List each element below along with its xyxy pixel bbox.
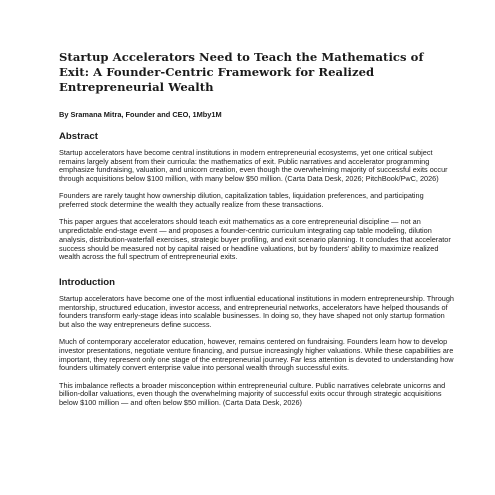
introduction-paragraph: Startup accelerators have become one of the most influential educational institutions in modern entrepreneurship. Through mentorship, structured education, investor access, and entrepreneurial networks, accelerators have helped thousands of founders transform early-stage ideas into scalable businesses. In doing so, they have shaped not only startup formation but also the way entrepreneurs define success.	[59, 293, 454, 330]
abstract-section	[59, 131, 455, 262]
introduction-heading: Introduction	[59, 276, 115, 288]
introduction-paragraph: This imbalance reflects a broader misconception within entrepreneurial culture. Public narratives celebrate unicorns and billion-dollar valuations, even though the overwhelming majority of successful exits occur through strategic acquisitions below $100 million — and often below $50 million. (Carta Data Desk, 2026)	[59, 380, 446, 408]
abstract-heading: Abstract	[59, 131, 98, 142]
introduction-paragraph: Much of contemporary accelerator education, however, remains centered on fundraising. Founders learn how to develop investor presentations, negotiate venture financing, and pursue increasingly higher valuations. While these capabilities are important, they represent only one stage of the entrepreneurial journey. Far less attention is devoted to understanding how founders ultimately convert enterprise value into personal wealth through successful exits.	[59, 337, 454, 373]
abstract-paragraph: Founders are rarely taught how ownership dilution, capitalization tables, liquidation preferences, and participating preferred stock determine the wealth they actually realize from these transactions.	[59, 191, 424, 210]
abstract-paragraph: This paper argues that accelerators should teach exit mathematics as a core entrepreneurial discipline — not an unpredictable end-stage event — and proposes a founder-centric curriculum integrating cap table modeling, dilution analysis, distribution-waterfall exercises, strategic buyer profiling, and exit scenario planning. It concludes that accelerator success should be measured not by capital raised or headline valuations, but by founders' ability to maximize realized wealth across the full spectrum of entrepreneurial exits.	[59, 217, 451, 262]
paper-title: Startup Accelerators Need to Teach the Mathematics of Exit: A Founder-Centric Framework for Realized Entrepreneurial Wealth	[59, 50, 424, 94]
abstract-paragraph: Startup accelerators have become central institutions in modern entrepreneurial ecosystems, yet one critical subject remains largely absent from their curricula: the mathematics of exit. Public narratives and accelerator programming emphasize fundraising, valuation, and unicorn creation, even though the overwhelming majority of successful exits occur through acquisitions below $100 million, with many below $50 million. (Carta Data Desk, 2026; PitchBook/PwC, 2026)	[59, 148, 448, 184]
author-byline: By Sramana Mitra, Founder and CEO, 1Mby1M	[59, 110, 222, 119]
introduction-section	[59, 277, 455, 408]
